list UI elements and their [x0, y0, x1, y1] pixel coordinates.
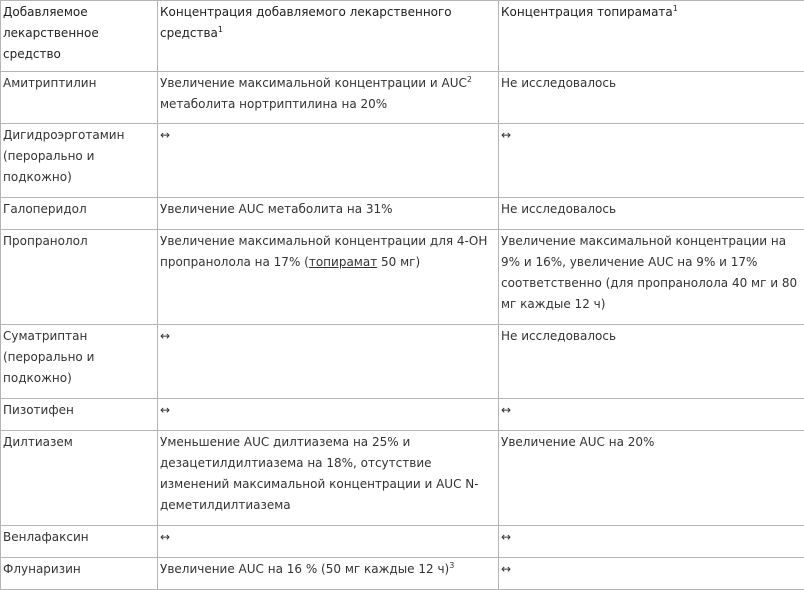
- drug-name-cell: [1, 230, 158, 325]
- topiramate-effect-cell: [499, 198, 804, 230]
- header-added-drug: [1, 1, 158, 72]
- topiramate-effect: Не исследовалось: [501, 329, 616, 343]
- added-drug-effect-cell: [158, 526, 499, 558]
- no-change-icon: ↔: [501, 128, 511, 142]
- drug-name: Пропранолол: [3, 234, 88, 248]
- footnote-marker: 1: [218, 25, 223, 34]
- added-drug-effect-cell: [158, 72, 499, 124]
- added-drug-effect-cont: метаболита нортриптилина на 20%: [160, 97, 387, 111]
- header-topiramate-concentration-label: Концентрация топирамата: [501, 5, 673, 19]
- topiramate-effect: Не исследовалось: [501, 76, 616, 90]
- header-added-concentration: [158, 1, 499, 72]
- drug-name-cell: [1, 325, 158, 399]
- added-drug-effect: Увеличение AUC метаболита на 31%: [160, 202, 393, 216]
- table-row: [1, 198, 804, 230]
- topiramate-effect-cell: [499, 399, 804, 431]
- footnote-marker: 2: [467, 75, 472, 84]
- topiramate-effect-cell: [499, 230, 804, 325]
- added-drug-effect-cont: 50 мг): [377, 255, 420, 269]
- table-row: [1, 230, 804, 325]
- no-change-icon: ↔: [160, 329, 170, 343]
- drug-name: Амитриптилин: [3, 76, 96, 90]
- drug-name-cell: [1, 399, 158, 431]
- no-change-icon: ↔: [160, 403, 170, 417]
- table-row: [1, 124, 804, 198]
- added-drug-effect-cell: [158, 198, 499, 230]
- drug-name: Венлафаксин: [3, 530, 89, 544]
- added-drug-effect: Увеличение максимальной концентрации для 4-OH пропранолола на 17% (: [160, 234, 487, 269]
- drug-name-cell: [1, 72, 158, 124]
- header-topiramate-concentration: [499, 1, 804, 72]
- topiramate-effect: Не исследовалось: [501, 202, 616, 216]
- added-drug-effect: Уменьшение AUC дилтиазема на 25% и дезацетилдилтиазема на 18%, отсутствие изменений максимальной концентрации и AUC N-деметилдилтиазема: [160, 435, 479, 512]
- added-drug-effect: Увеличение максимальной концентрации и AUC: [160, 76, 467, 90]
- table-row: [1, 526, 804, 558]
- added-drug-effect-cell: [158, 431, 499, 526]
- footnote-marker: 1: [673, 4, 678, 13]
- drug-name-cell: [1, 198, 158, 230]
- topiramate-effect: Увеличение AUC на 20%: [501, 435, 654, 449]
- drug-name: Дилтиазем: [3, 435, 73, 449]
- header-added-concentration-label: Концентрация добавляемого лекарственного средства: [160, 5, 452, 40]
- drug-name-cell: [1, 431, 158, 526]
- added-drug-effect-cell: [158, 325, 499, 399]
- drug-name: Галоперидол: [3, 202, 87, 216]
- no-change-icon: ↔: [501, 403, 511, 417]
- topiramate-effect-cell: [499, 526, 804, 558]
- header-added-drug-label: Добавляемое лекарственное средство: [3, 5, 99, 61]
- no-change-icon: ↔: [160, 530, 170, 544]
- drug-name: Флунаризин: [3, 562, 81, 576]
- table-row: [1, 325, 804, 399]
- no-change-icon: ↔: [501, 530, 511, 544]
- no-change-icon: ↔: [501, 562, 511, 576]
- table-header-row: [1, 1, 804, 72]
- footnote-marker: 3: [449, 561, 454, 570]
- topiramate-link[interactable]: топирамат: [309, 255, 377, 269]
- topiramate-effect-cell: [499, 431, 804, 526]
- topiramate-effect: Увеличение максимальной концентрации на 9% и 16%, увеличение AUC на 9% и 17% соответственно (для пропранолола 40 мг и 80 мг каждые 12 ч): [501, 234, 797, 311]
- added-drug-effect: Увеличение AUC на 16 % (50 мг каждые 12 ч): [160, 562, 449, 576]
- table-row: [1, 72, 804, 124]
- drug-name: Суматриптан (перорально и подкожно): [3, 329, 94, 385]
- drug-name-cell: [1, 124, 158, 198]
- topiramate-effect-cell: [499, 325, 804, 399]
- topiramate-effect-cell: [499, 124, 804, 198]
- no-change-icon: ↔: [160, 128, 170, 142]
- added-drug-effect-cell: [158, 124, 499, 198]
- added-drug-effect-cell: [158, 399, 499, 431]
- table-row: [1, 431, 804, 526]
- drug-name-cell: [1, 526, 158, 558]
- topiramate-effect-cell: [499, 72, 804, 124]
- table-row: [1, 399, 804, 431]
- drug-name: Дигидроэрготамин (перорально и подкожно): [3, 128, 124, 184]
- added-drug-effect-cell: [158, 230, 499, 325]
- drug-name: Пизотифен: [3, 403, 74, 417]
